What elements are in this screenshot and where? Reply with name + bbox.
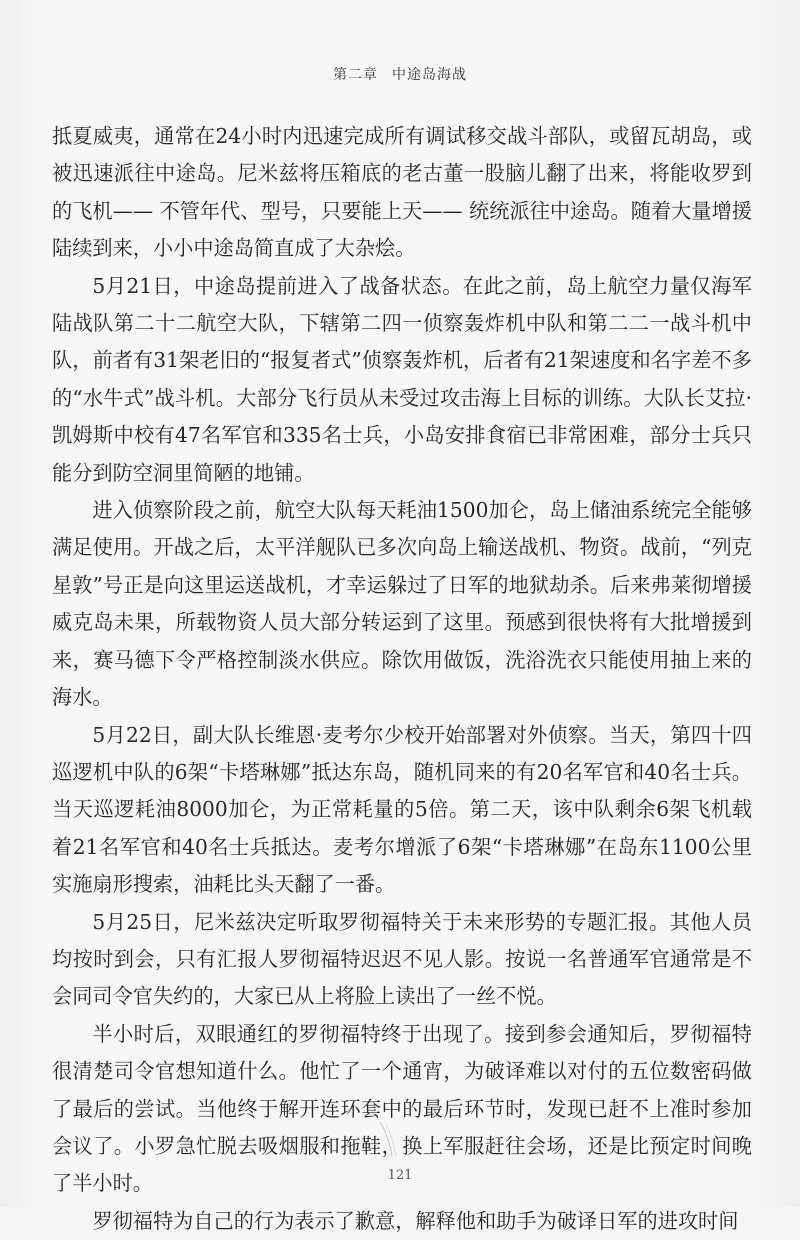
running-header [0, 64, 800, 84]
body-text [52, 118, 752, 1240]
paragraph: 5月25日，尼米兹决定听取罗彻福特关于未来形势的专题汇报。其他人员均按时到会，只有汇报人罗彻福特迟迟不见人影。按说一名普通军官通常是不会同司令官失约的，大家已从上将脸上读出了一丝不悦。 [52, 909, 752, 1009]
paragraph: 进入侦察阶段之前，航空大队每天耗油1500加仑，岛上储油系统完全能够满足使用。开战之后，太平洋舰队已多次向岛上输送战机、物资。战前，“列克星敦”号正是向这里运送战机，才幸运躲过了日军的地狱劫杀。后来弗莱彻增援威克岛未果，所载物资人员大部分转运到了这里。预感到很快将有大批增援到来，赛马德下令严格控制淡水供应。除饮用做饭，洗浴洗衣只能使用抽上来的海水。 [52, 498, 752, 710]
paragraph: 罗彻福特为自己的行为表示了歉意，解释他和助手为破译日军的进攻时间 [92, 1208, 739, 1233]
chapter-title: 中途岛海战 [392, 67, 467, 83]
chapter-number: 第二章 [333, 67, 378, 83]
paragraph-continued: 抵夏威夷，通常在24小时内迅速完成所有调试移交战斗部队，或留瓦胡岛，或被迅速派往中途岛。尼米兹将压箱底的老古董一股脑儿翻了出来，将能收罗到的飞机—— 不管年代、型号，只要能上天—— 统统派往中途岛。随着大量增援陆续到来，小小中途岛简直成了大杂烩。 [52, 124, 752, 261]
page-fold-mark-icon [378, 1120, 408, 1160]
paragraph: 半小时后，双眼通红的罗彻福特终于出现了。接到参会通知后，罗彻福特很清楚司令官想知道什么。他忙了一个通宵，为破译难以对付的五位数密码做了最后的尝试。当他终于解开连环套中的最后环节时，发现已赶不上准时参加会议了。小罗急忙脱去吸烟服和拖鞋，换上军服赶往会场，还是比预定时间晚了半小时。 [52, 1021, 752, 1196]
page-number: 121 [387, 1168, 413, 1183]
paragraph: 5月21日，中途岛提前进入了战备状态。在此之前，岛上航空力量仅海军陆战队第二十二航空大队，下辖第二四一侦察轰炸机中队和第二二一战斗机中队，前者有31架老旧的“报复者式”侦察轰炸机，后者有21架速度和名字差不多的“水牛式”战斗机。大部分飞行员从未受过攻击海上目标的训练。大队长艾拉·凯姆斯中校有47名军官和335名士兵，小岛安排食宿已非常困难，部分士兵只能分到防空洞里简陋的地铺。 [52, 273, 752, 485]
paragraph: 5月22日，副大队长维恩·麦考尔少校开始部署对外侦察。当天，第四十四巡逻机中队的6架“卡塔琳娜”抵达东岛，随机同来的有20名军官和40名士兵。当天巡逻耗油8000加仑，为正常耗量的5倍。第二天，该中队剩余6架飞机载着21名军官和40名士兵抵达。麦考尔增派了6架“卡塔琳娜”在岛东1100公里实施扇形搜索，油耗比头天翻了一番。 [52, 722, 752, 897]
